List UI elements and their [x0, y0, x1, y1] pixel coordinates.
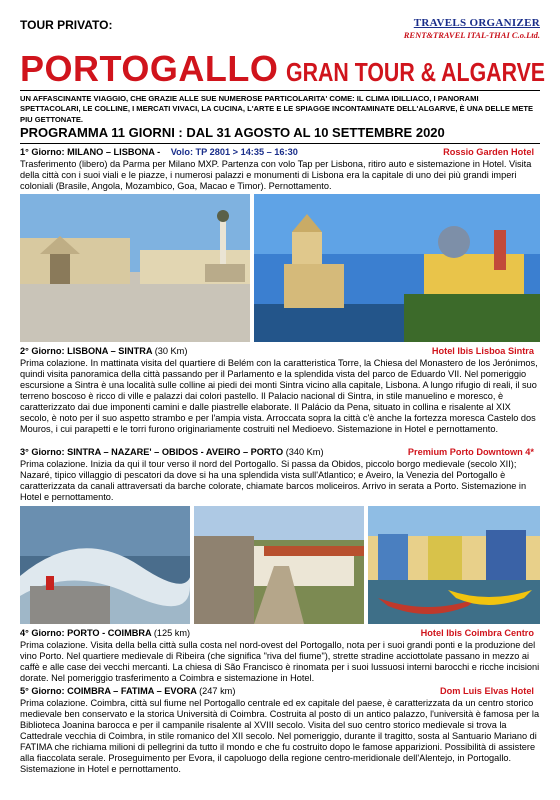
- day-2-text: Prima colazione. In mattinata visita del quartiere di Belém con la caratteristica Torre, la Chiesa del Monastero de los Jerónimos, quindi visita panoramica della città passando per il Parlamento e la splendida vista del parco de Eduardo VII. Nel pomeriggio escursione a Sintra è una località sulle colline ai piedi dei monti Sintra vicino alla capitale, Lisbona. A lungo rifugio di reali, il suo terreno boscoso è ricco di ville e palazzi dai colori pastello. Il Palacio nacional di Sintra, in stile manuelino e moresco, è caratterizzato dai due imponenti camini e dalle piastrelle elaborate. Il Palácio da Pena, situato in collina e risalente al XIX secolo, è noto per il suo aspetto strambo e per l'ampia vista. Arroccata sopra la città c'è anche la fortezza moresca Castelo dos Mouros, i cui parapetti e le torri furono originariamente costruiti nel Medioevo. Sistemazione in Hotel e pernottamento.: [20, 358, 538, 434]
- day-1-route: MILANO – LISBONA -: [67, 147, 161, 157]
- day-2-route: LISBONA – SINTRA: [67, 346, 153, 356]
- logo-line-2: RENT&TRAVEL ITAL-THAI C.o.Ltd.: [403, 30, 540, 40]
- day-4-route: PORTO - COIMBRA: [67, 628, 152, 638]
- day-4-label: 4° Giorno:: [20, 628, 65, 638]
- tour-type: TOUR PRIVATO:: [20, 18, 113, 32]
- day-5-route: COIMBRA – FATIMA – EVORA: [67, 686, 197, 696]
- day-4-heading: [20, 628, 540, 638]
- intro-text: UN AFFASCINANTE VIAGGIO, CHE GRAZIE ALLE SUE NUMEROSE PARTICOLARITA' COME: IL CLIMA IDILLIACO, I PANORAMI SPETTACOLARI, LE COLLINE, I MERCATI VIVACI, LA CUCINA, L'ARTE E LE SPIAGGE INCONTAMINATE DELL'ALGARVE, È UNA DELLE METE PIU GETTONATE.: [20, 94, 534, 124]
- page-title: [20, 48, 560, 90]
- programma-divider: [20, 143, 540, 144]
- day-5-km: (247 km): [199, 686, 236, 696]
- day-2-label: 2° Giorno:: [20, 346, 65, 356]
- day-1-heading: [20, 147, 540, 157]
- day-1-label: 1° Giorno:: [20, 147, 65, 157]
- day-4-text: Prima colazione. Visita della bella città sulla costa nel nord-ovest del Portogallo, nota per i suoi grandi ponti e la produzione del vino Porto. Nel quartiere medievale di Ribeira (che significa "riva del fiume"), strette stradine acciottolate passano in mezzo ai caffè e alle case dei vecchi mercanti. La chiesa di São Francisco è rinomata per i suoi lussuosi interni barocchi e ricche incisioni dorate. Nel pomeriggio trasferimento a Coimbra e sistemazione in Hotel.: [20, 640, 540, 683]
- day-4-hotel: Hotel Ibis Coimbra Centro: [420, 628, 534, 638]
- lisbon-square-photo: [20, 194, 250, 342]
- day-2-hotel: Hotel Ibis Lisboa Sintra: [431, 346, 534, 356]
- day-2-km: (30 Km): [154, 346, 188, 356]
- day-5-label: 5° Giorno:: [20, 686, 65, 696]
- day-5-hotel: Dom Luis Elvas Hotel: [440, 686, 534, 696]
- title-divider: [20, 90, 540, 91]
- logo-line-1: TRAVELS ORGANIZER: [413, 17, 540, 29]
- agency-logo: [404, 18, 540, 40]
- day-1-text: Trasferimento (libero) da Parma per Milano MXP. Partenza con volo Tap per Lisbona, ritiro auto e sistemazione in Hotel. Visita della città con i suoi viali e le piazze, i numerosi palazzi e monumenti di Lisbona era la capitale di uno dei più grandi imperi coloniali (Brasile, Angola, Mozambico, Goa, Macao e Timor). Pernottamento.: [20, 159, 532, 191]
- aveiro-boats-photo: [368, 506, 540, 624]
- day-4-km: (125 km): [153, 628, 191, 638]
- day-3-hotel: Premium Porto Downtown 4*: [407, 447, 534, 457]
- day-3-text: Prima colazione. Inizia da qui il tour verso il nord del Portogallo. Si passa da Obidos, piccolo borgo medievale (secolo XII); Nazaré, tipico villaggio di pescatori da dove si ha una splendida vista sull'Atlantico; e Aveiro, la Venezia del Portogallo è caratterizzata da canali attraversati da barche colorate, chiamate barcos moliceiros. Arrivo in serata a Porto. Sistemazione in Hotel e pernottamento.: [20, 459, 527, 502]
- day-3-route: SINTRA – NAZARE' – OBIDOS - AVEIRO – PORTO: [67, 447, 284, 457]
- day-5-heading: [20, 686, 540, 696]
- obidos-walls-photo: [194, 506, 364, 624]
- day-5-text: Prima colazione. Coimbra, città sul fiume nel Portogallo centrale ed ex capitale del paese, è caratterizzata da un centro storico medievale ben conservato e la storica Università di Coimbra. Costruita al posto di un antico palazzo, l'università è famosa per la Biblioteca Joanina barocca e per il campanile risalente al XVIII secolo. Visita del suo centro storico medievale si trova la Cattedrale vecchia di Coimbra, in stile romanico del XII secolo. Nel pomeriggio, durante il tragitto, sosta al Santuario Mariano di FATIMA che richiama milioni di pellegrini da tutto il mondo e che fu costruito dopo le famose apparizioni. Possibilità di assistere alla fiaccolata serale. Proseguimento per Evora, il capoluogo della regione centro-meridionale dell'Alentejo, in Portogallo. Sistemazione in Hotel e pernottamento.: [20, 698, 540, 774]
- title-main: PORTOGALLO: [20, 48, 279, 89]
- day-2-heading: [20, 346, 540, 356]
- belem-tower-photo: [254, 194, 540, 342]
- title-sub: GRAN TOUR & ALGARVE: [286, 57, 546, 87]
- day-3-label: 3° Giorno:: [20, 447, 65, 457]
- nazare-waves-photo: [20, 506, 190, 624]
- programma-heading: PROGRAMMA 11 GIORNI : DAL 31 AGOSTO AL 10 SETTEMBRE 2020: [20, 125, 445, 140]
- day-3-km: (340 Km): [285, 447, 324, 457]
- day-1-hotel: Rossio Garden Hotel: [443, 147, 534, 157]
- day-1-flight: Volo: TP 2801 > 14:35 – 16:30: [170, 147, 298, 157]
- day-3-heading: [20, 447, 540, 457]
